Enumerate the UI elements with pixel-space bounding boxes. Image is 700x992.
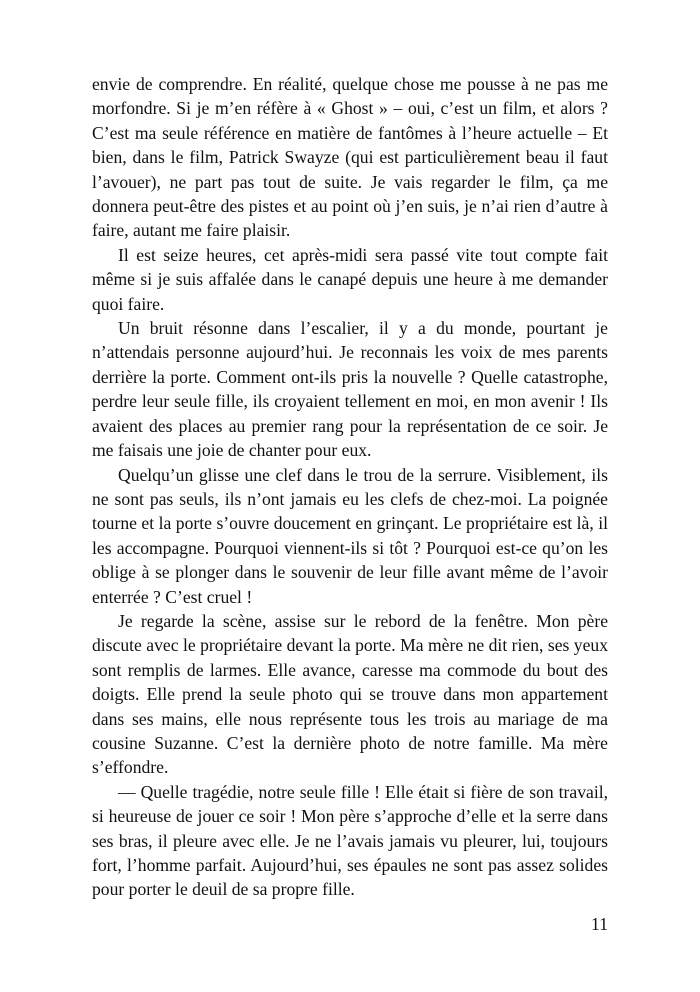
paragraph: Je regarde la scène, assise sur le rebord de la fenêtre. Mon père discute avec le propriétaire devant la porte. Ma mère ne dit rien, ses yeux sont remplis de larmes. Elle avance, caresse ma commode du bout des doigts. Elle prend la seule photo qui se trouve dans mon appartement dans ses mains, elle nous représente tous les trois au mariage de ma cousine Suzanne. C’est la dernière photo de notre famille. Ma mère s’effondre. <box>92 610 608 778</box>
paragraph-dialogue: — Quelle tragédie, notre seule fille ! Elle était si fière de son travail, si heureuse de jouer ce soir ! Mon père s’approche d’elle et la serre dans ses bras, il pleure avec elle. Je ne l’avais jamais vu pleurer, lui, toujours fort, l’homme parfait. Aujourd’hui, ses épaules ne sont pas assez solides pour porter le deuil de sa propre fille. <box>92 781 608 900</box>
paragraph: Un bruit résonne dans l’escalier, il y a du monde, pourtant je n’attendais personne aujourd’hui. Je reconnais les voix de mes parents derrière la porte. Comment ont-ils pris la nouvelle ? Quelle catastrophe, perdre leur seule fille, ils croyaient tellement en moi, en mon avenir ! Ils avaient des places au premier rang pour la représentation de ce soir. Je me faisais une joie de chanter pour eux. <box>92 318 608 461</box>
paragraph-continued: envie de comprendre. En réalité, quelque chose me pousse à ne pas me morfondre. Si je m’en réfère à « Ghost » – oui, c’est un film, et alors ? C’est ma seule référence en matière de fantômes à l’heure actuelle – Et bien, dans le film, Patrick Swayze (qui est particulièrement beau il faut l’avouer), ne part pas tout de suite. Je vais regarder le film, ça me donnera peut-être des pistes et au point où j’en suis, je n’ai rien d’autre à faire, autant me faire plaisir. <box>92 74 608 241</box>
page-number: 11 <box>591 914 608 934</box>
body-text <box>92 72 608 902</box>
paragraph: Il est seize heures, cet après-midi sera passé vite tout compte fait même si je suis affalée dans le canapé depuis une heure à me demander quoi faire. <box>92 244 608 314</box>
paragraph: Quelqu’un glisse une clef dans le trou de la serrure. Visiblement, ils ne sont pas seuls, ils n’ont jamais eu les clefs de chez-moi. La poignée tourne et la porte s’ouvre doucement en grinçant. Le propriétaire est là, il les accompagne. Pourquoi viennent-ils si tôt ? Pourquoi est-ce qu’on les oblige à se plonger dans le souvenir de leur fille avant même de l’avoir enterrée ? C’est cruel ! <box>92 464 608 607</box>
